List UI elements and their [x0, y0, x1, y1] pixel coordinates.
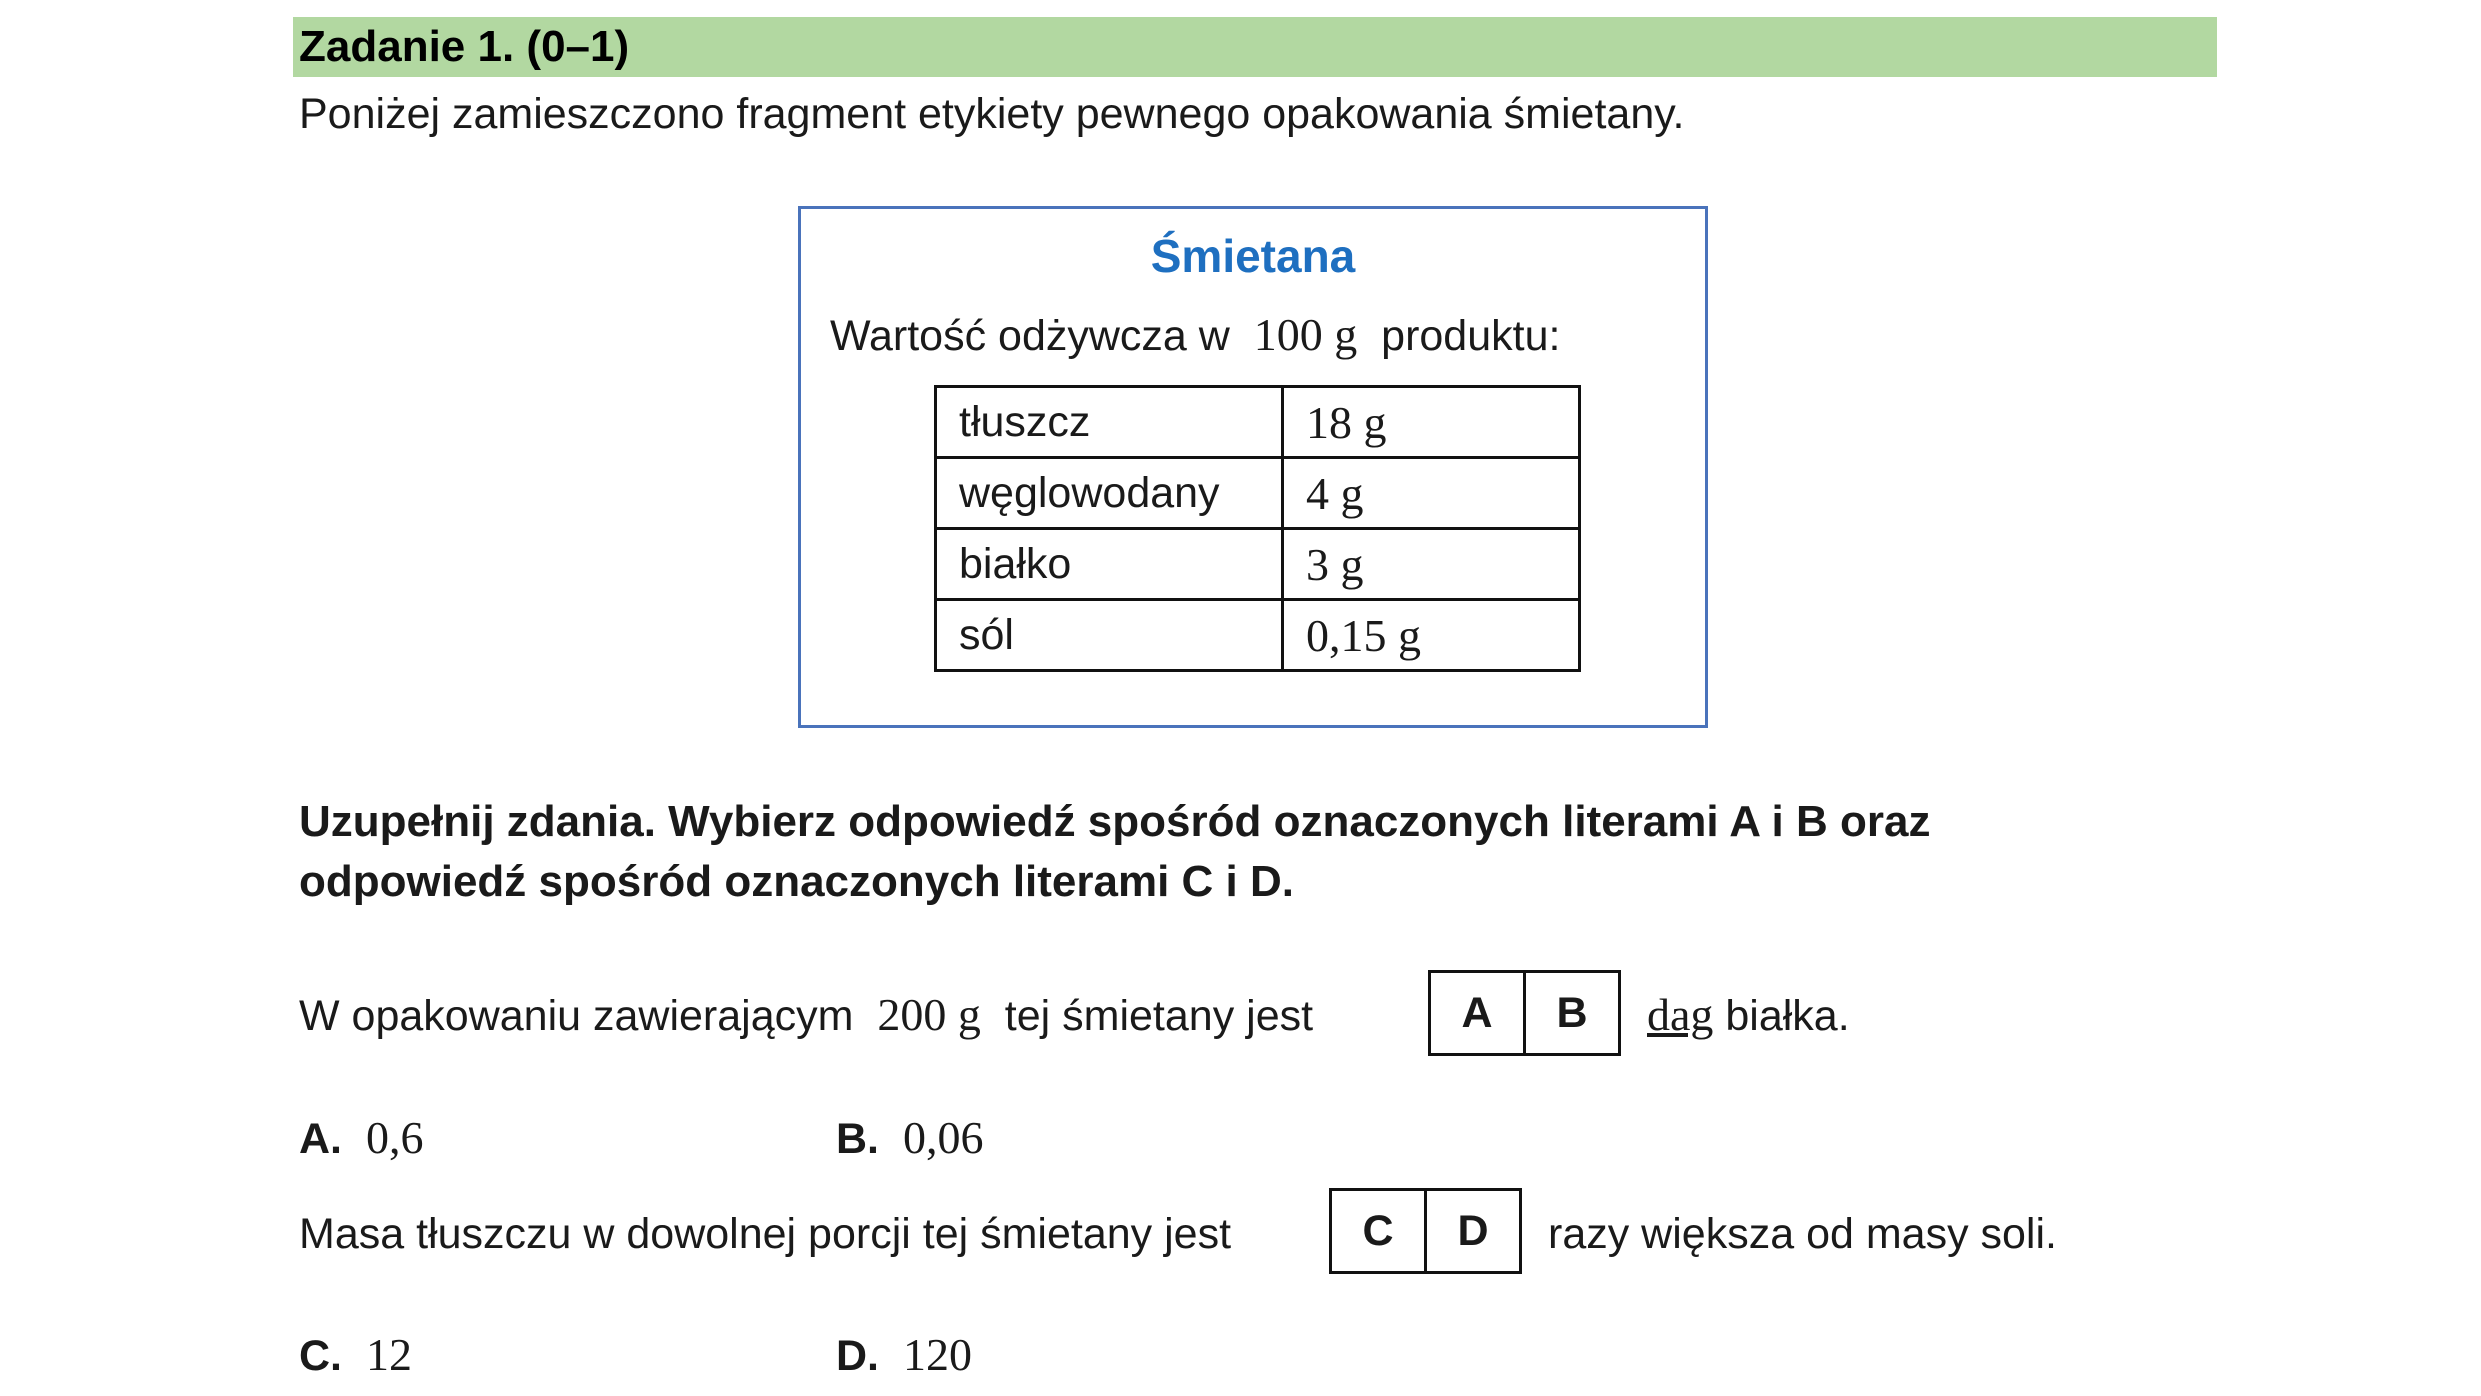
- answer-box-cd[interactable]: [1329, 1188, 1522, 1274]
- table-row: [936, 600, 1580, 671]
- subtitle-amount: 100 g: [1253, 309, 1358, 360]
- sentence-1-before: W opakowaniu zawierającym: [299, 992, 854, 1040]
- unit-dag: dag: [1647, 989, 1714, 1040]
- nutrient-name: tłuszcz: [936, 387, 1283, 458]
- choice-d[interactable]: D: [1424, 1191, 1519, 1271]
- table-row: [936, 458, 1580, 529]
- sentence-1-end: [1647, 985, 1850, 1046]
- nutrition-table: [934, 385, 1581, 672]
- sentence-2-before: Masa tłuszczu w dowolnej porcji tej śmietany jest: [299, 1210, 1232, 1258]
- nutrient-name: sól: [936, 600, 1283, 671]
- sentence-2-end: [1548, 1204, 2057, 1264]
- instruction-line-2: odpowiedź spośród oznaczonych literami C i D.: [299, 857, 1295, 906]
- nutrition-subtitle: [830, 305, 1560, 366]
- product-name: Śmietana: [1150, 230, 1356, 282]
- subtitle-after: produktu:: [1381, 312, 1561, 360]
- sentence-1-middle: tej śmietany jest: [1004, 992, 1314, 1040]
- task-intro: Poniżej zamieszczono fragment etykiety pewnego opakowania śmietany.: [299, 90, 1685, 138]
- task-title: Zadanie 1. (0–1): [299, 22, 630, 71]
- option-b-value: 0,06: [903, 1112, 984, 1163]
- table-row: [936, 529, 1580, 600]
- sentence-2-after: razy większa od masy soli.: [1548, 1210, 2057, 1258]
- sentence-1-amount: 200 g: [877, 989, 981, 1040]
- nutrient-value: 4 g: [1283, 458, 1580, 529]
- choice-a[interactable]: A: [1461, 988, 1493, 1037]
- option-a-letter: A.: [299, 1115, 342, 1163]
- answer-box-ab[interactable]: [1428, 970, 1621, 1056]
- option-a[interactable]: [299, 1108, 424, 1179]
- option-a-value: 0,6: [366, 1112, 424, 1163]
- task-instruction: [299, 792, 2199, 912]
- option-d-letter: D.: [836, 1332, 879, 1380]
- nutrient-value: 3 g: [1283, 529, 1580, 600]
- option-b-letter: B.: [836, 1115, 879, 1163]
- subtitle-before: Wartość odżywcza w: [830, 312, 1230, 360]
- nutrient-name: węglowodany: [936, 458, 1283, 529]
- sentence-2: [299, 1204, 1231, 1264]
- option-c[interactable]: [299, 1325, 412, 1396]
- sentence-1: [299, 985, 1313, 1046]
- option-c-letter: C.: [299, 1332, 342, 1380]
- option-d-value: 120: [903, 1329, 972, 1380]
- table-row: [936, 387, 1580, 458]
- option-d[interactable]: [836, 1325, 972, 1396]
- sentence-1-after: białka.: [1725, 992, 1850, 1040]
- choice-c[interactable]: C: [1362, 1206, 1394, 1255]
- nutrient-name: białko: [936, 529, 1283, 600]
- option-b[interactable]: [836, 1108, 984, 1179]
- instruction-line-1: Uzupełnij zdania. Wybierz odpowiedź spośród oznaczonych literami A i B oraz: [299, 797, 1931, 846]
- nutrient-value: 0,15 g: [1283, 600, 1580, 671]
- option-c-value: 12: [366, 1329, 412, 1380]
- choice-b[interactable]: B: [1523, 973, 1618, 1053]
- nutrient-value: 18 g: [1283, 387, 1580, 458]
